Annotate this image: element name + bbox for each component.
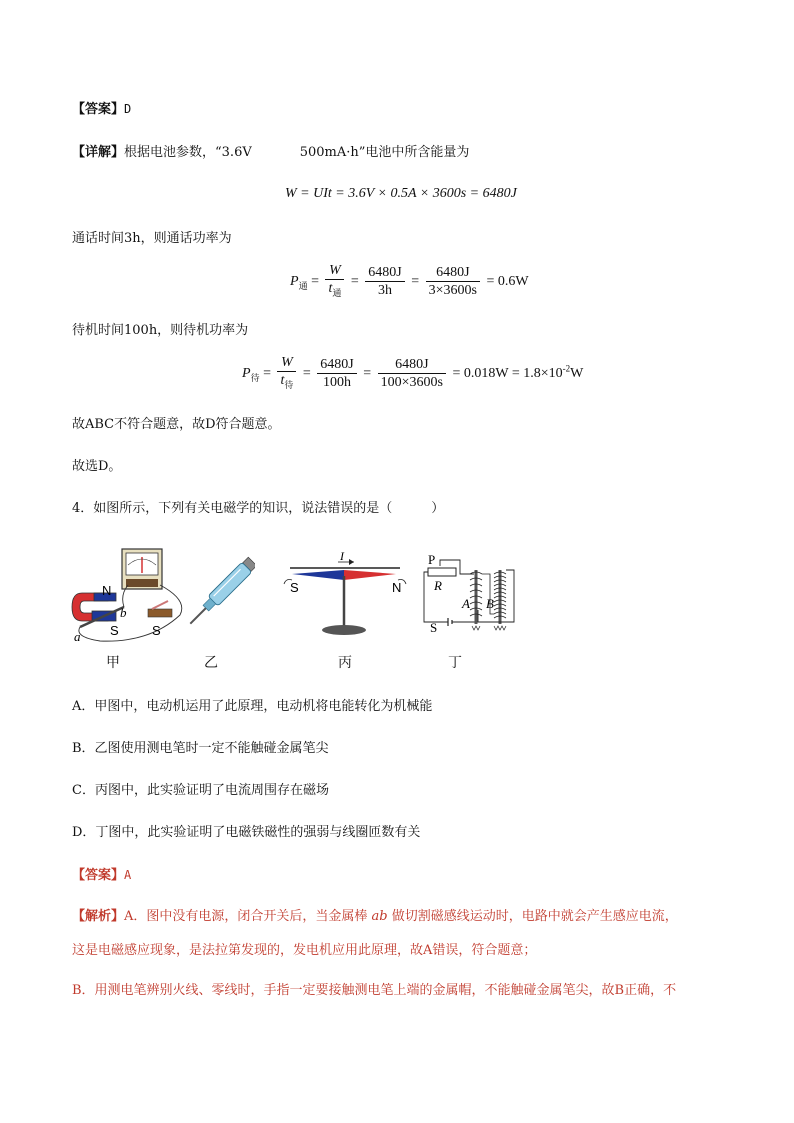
eq2-lhs-sub: 通 (298, 280, 308, 291)
eq3-result-exp: -2 (562, 363, 571, 374)
figure-yi (185, 548, 255, 640)
detail-text-2: 500mA·h”电池中所含能量为 (299, 145, 470, 160)
q3-detail-line (72, 144, 469, 162)
detail-tag: 【详解】 (72, 145, 125, 160)
answer-tag: 【答案】 (72, 102, 125, 117)
caption-ding: 丁 (448, 655, 462, 671)
equation-energy-text: W = UIt = 3.6V × 0.5A × 3600s = 6480J (285, 186, 517, 201)
figure-bing (280, 552, 410, 642)
q4-answer-tag: 【答案】 (72, 868, 125, 883)
eq3-lhs-sub: 待 (250, 372, 260, 383)
choose-line: 故选D。 (72, 459, 122, 474)
conclusion-line: 故ABC不符合题意，故D符合题意。 (72, 417, 281, 432)
label-P: P (428, 552, 436, 567)
eq3-frac-2: $\frac{6480J}{100h}$ (317, 356, 356, 391)
label-S: S (290, 580, 299, 595)
option-c: C．丙图中，此实验证明了电流周围存在磁场 (72, 783, 329, 798)
option-d: D．丁图中，此实验证明了电磁铁磁性的强弱与线圈匝数有关 (72, 825, 421, 840)
equation-energy (285, 186, 517, 202)
label-S2: S (152, 623, 161, 638)
galvanometer-base (126, 579, 158, 587)
switch-lever (152, 601, 168, 609)
talk-time-line: 通话时间3h，则通话功率为 (72, 231, 232, 246)
label-S: S (430, 620, 438, 635)
label-R: R (434, 578, 442, 593)
label-S1: S (110, 623, 119, 638)
coil-B (494, 570, 506, 630)
eq2-frac-1: $\frac{W}{t_通}$ (325, 262, 344, 302)
label-A: A (462, 596, 470, 611)
option-b: B．乙图使用测电笔时一定不能触碰金属笔尖 (72, 741, 329, 756)
eq3-frac-3: $\frac{6480J}{100\times 3600s}$ (378, 356, 446, 391)
q4-answer-value: A (124, 868, 132, 882)
label-b: b (120, 605, 127, 620)
equation-talk-power: $P_通$ = $\frac{W}{t_通}$ = $\frac{6480J}{3h}$ = $\frac{6480J}{3\times 3600s}$ = 0.6W (290, 262, 529, 302)
label-a: a (74, 629, 81, 644)
q4-stem: 4．如图所示，下列有关电磁学的知识，说法错误的是（ ） (72, 501, 445, 516)
eq2-lhs: P (290, 274, 299, 290)
figure-ding (418, 550, 528, 642)
option-a: A．甲图中，电动机运用了此原理，电动机将电能转化为机械能 (72, 699, 433, 714)
eq3-lhs: P (242, 366, 251, 382)
eq2-frac-3: $\frac{6480J}{3\times 3600s}$ (426, 264, 480, 299)
q4-analysis-line-3: B．用测电笔辨别火线、零线时，手指一定要接触测电笔上端的金属帽，不能触碰金属笔尖，故B正确，不 (72, 983, 677, 998)
eq3-frac-1: $\frac{W}{t_待}$ (277, 354, 296, 394)
eq2-frac-2: $\frac{6480J}{3h}$ (365, 264, 404, 299)
switch-base (148, 609, 172, 617)
q4-analysis-line-2: 这是电磁感应现象，是法拉第发现的，发电机应用此原理，故A错误，符合题意； (72, 943, 537, 958)
analysis-tag: 【解析】 (72, 909, 125, 924)
label-I: I (340, 552, 344, 563)
answer-value: D (124, 102, 132, 116)
standby-time-line: 待机时间100h，则待机功率为 (72, 323, 249, 338)
var-ab: ab (371, 909, 388, 924)
coil-A (470, 570, 482, 630)
needle-red (344, 570, 396, 580)
label-N: N (102, 583, 112, 598)
rheostat (428, 568, 456, 576)
needle-blue (292, 570, 344, 580)
figure-jia (70, 545, 190, 645)
caption-bing: 丙 (338, 655, 352, 671)
eq3-result: = 0.018W = 1.8×10 (452, 366, 563, 382)
label-B: B (486, 596, 494, 611)
eq3-result-unit: W (570, 366, 584, 382)
pen-body (208, 562, 252, 606)
label-N: N (392, 580, 402, 595)
equation-standby-power: $P_待$ = $\frac{W}{t_待}$ = $\frac{6480J}{100h}$ = $\frac{6480J}{100\times 3600s}$ = $0.018W = 1.8\times 10^{-2}W$ (242, 354, 583, 394)
q4-analysis-line-1: 【解析】A．图中没有电源，闭合开关后，当金属棒 ab 做切割磁感线运动时，电路中就会产生感应电流， (72, 909, 678, 924)
q4-answer-line (72, 866, 131, 885)
caption-jia: 甲 (106, 655, 120, 671)
stand-base (322, 625, 366, 635)
detail-text-1: 根据电池参数，“3.6V (124, 145, 252, 160)
pen-tip (190, 608, 206, 624)
caption-yi: 乙 (204, 655, 218, 671)
eq2-result: = 0.6W (486, 274, 529, 290)
q3-answer-line (72, 100, 131, 119)
